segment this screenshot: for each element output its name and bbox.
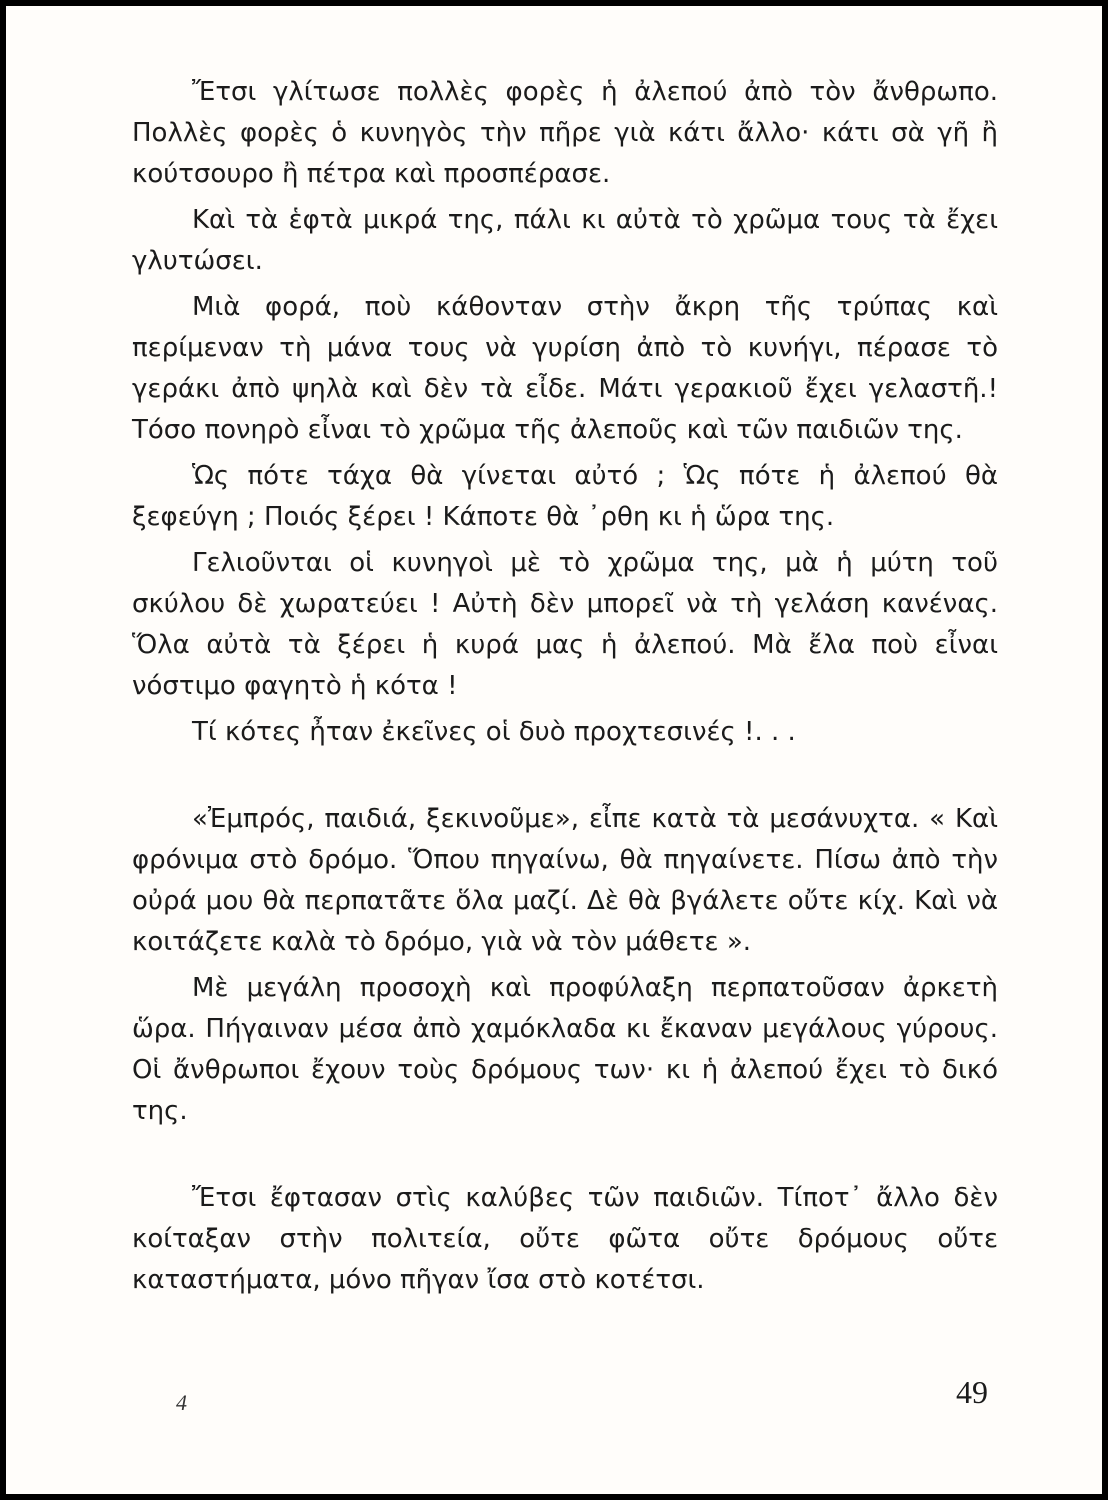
paragraph-2: Καὶ τὰ ἑφτὰ μικρά της, πάλι κι αὐτὰ τὸ χρῶμα τους τὰ ἔχει γλυτώσει. — [132, 205, 998, 276]
page-text — [132, 72, 998, 1306]
signature-mark: 4 — [176, 1390, 187, 1415]
section-gap — [132, 758, 998, 799]
paragraph-7: «Ἐμπρός, παιδιά, ξεκινοῦμε», εἶπε κατὰ τὰ μεσάνυχτα. « Καὶ φρόνιμα στὸ δρόμο. Ὅπου πηγαίνω, θὰ πηγαίνετε. Πίσω ἀπὸ τὴν οὐρά μου θὰ περπατᾶτε ὅλα μαζί. Δὲ θὰ βγάλετε οὔτε κίχ. Καὶ νὰ κοιτάζετε καλὰ τὸ δρόμο, γιὰ νὰ τὸν μάθετε ». — [132, 804, 998, 957]
paragraph-9: Ἔτσι ἔφτασαν στὶς καλύβες τῶν παιδιῶν. Τίποτ᾿ ἄλλο δὲν κοίταξαν στὴν πολιτεία, οὔτε φῶτα οὔτε δρόμους οὔτε καταστήματα, μόνο πῆγαν ἴσα στὸ κοτέτσι. — [132, 1183, 998, 1295]
paragraph-3: Μιὰ φορά, ποὺ κάθονταν στὴν ἄκρη τῆς τρύπας καὶ περίμεναν τὴ μάνα τους νὰ γυρίση ἀπὸ τὸ κυνήγι, πέρασε τὸ γεράκι ἀπὸ ψηλὰ καὶ δὲν τὰ εἶδε. Μάτι γερακιοῦ ἔχει γελαστῆ.! Τόσο πονηρὸ εἶναι τὸ χρῶμα τῆς ἀλεποῦς καὶ τῶν παιδιῶν της. — [132, 292, 998, 445]
section-gap-2 — [132, 1137, 998, 1178]
paragraph-1: Ἔτσι γλίτωσε πολλὲς φορὲς ἡ ἀλεπού ἀπὸ τὸν ἄνθρωπο. Πολλὲς φορὲς ὁ κυνηγὸς τὴν πῆρε γιὰ κάτι ἄλλο· κάτι σὰ γῆ ἢ κούτσουρο ἢ πέτρα καὶ προσπέρασε. — [132, 77, 998, 189]
paragraph-8: Μὲ μεγάλη προσοχὴ καὶ προφύλαξη περπατοῦσαν ἀρκετὴ ὥρα. Πήγαιναν μέσα ἀπὸ χαμόκλαδα κι ἔκαναν μεγάλους γύρους. Οἱ ἄνθρωποι ἔχουν τοὺς δρόμους των· κι ἡ ἀλεπού ἔχει τὸ δικό της. — [132, 973, 998, 1126]
book-page — [6, 6, 1102, 1494]
paragraph-4: Ὡς πότε τάχα θὰ γίνεται αὐτό ; Ὡς πότε ἡ ἀλεπού θὰ ξεφεύγη ; Ποιός ξέρει ! Κάποτε θὰ ᾿ρθη κι ἡ ὥρα της. — [132, 461, 998, 532]
page-number: 49 — [956, 1374, 988, 1410]
paragraph-5: Γελιοῦνται οἱ κυνηγοὶ μὲ τὸ χρῶμα της, μὰ ἡ μύτη τοῦ σκύλου δὲ χωρατεύει ! Αὐτὴ δὲν μπορεῖ νὰ τὴ γελάση κανένας. Ὅλα αὐτὰ τὰ ξέρει ἡ κυρά μας ἡ ἀλεπού. Μὰ ἔλα ποὺ εἶναι νόστιμο φαγητὸ ἡ κότα ! — [132, 548, 998, 701]
paragraph-6: Τί κότες ἦταν ἐκεῖνες οἱ δυὸ προχτεσινές !. . . — [192, 717, 796, 747]
